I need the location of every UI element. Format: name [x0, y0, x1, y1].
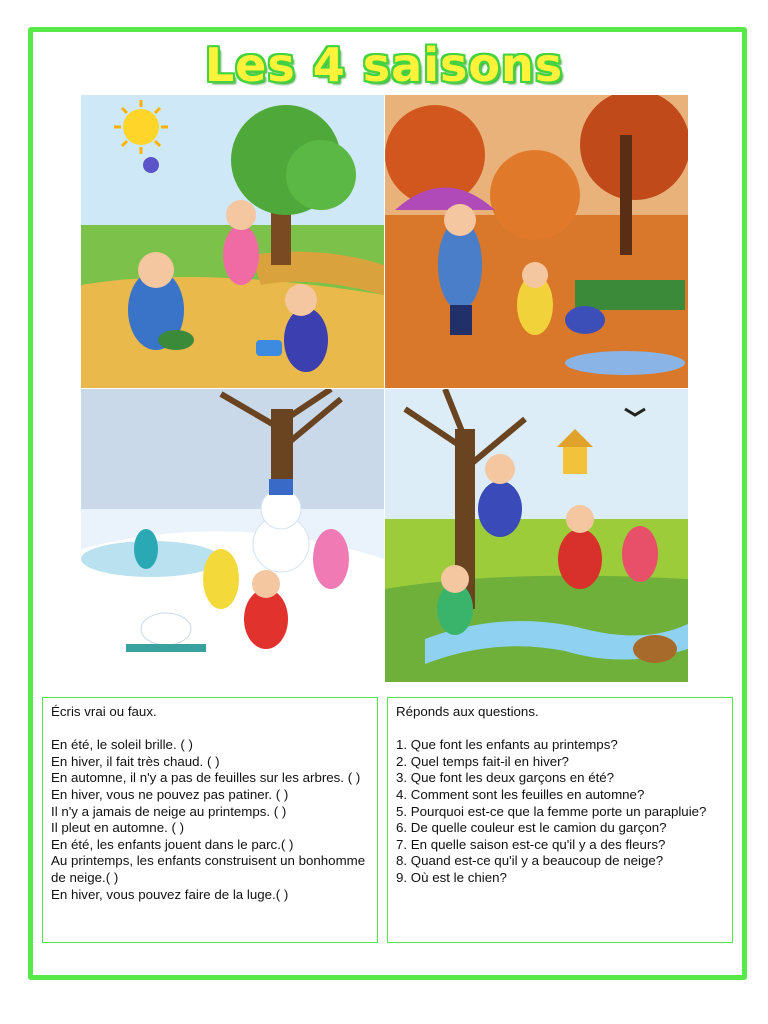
statement: En hiver, il fait très chaud. ( ) [51, 753, 220, 769]
question: 4. Comment sont les feuilles en automne? [396, 786, 645, 802]
winter-illustration [81, 389, 384, 682]
question: 8. Quand est-ce qu'il y a beaucoup de neige? [396, 853, 664, 869]
question: 2. Quel temps fait-il en hiver? [396, 753, 569, 769]
statement: En hiver, vous pouvez faire de la luge.( ) [51, 886, 289, 902]
question: 1. Que font les enfants au printemps? [396, 737, 618, 753]
true-false-exercise [42, 697, 378, 943]
question: 3. Que font les deux garçons en été? [396, 770, 615, 786]
question: 5. Pourquoi est-ce que la femme porte un parapluie? [396, 803, 707, 819]
autumn-illustration [385, 95, 688, 388]
spring-illustration [385, 389, 688, 682]
questions-heading: Réponds aux questions. [396, 704, 539, 719]
question: 7. En quelle saison est-ce qu'il y a des fleurs? [396, 836, 666, 852]
statement: Au printemps, les enfants construisent un bonhomme de neige.( ) [51, 853, 366, 885]
question: 9. Où est le chien? [396, 869, 507, 885]
statement: Il n'y a jamais de neige au printemps. ( ) [51, 803, 287, 819]
question: 6. De quelle couleur est le camion du garçon? [396, 820, 667, 836]
questions-exercise [387, 697, 733, 943]
page-title: Les 4 saisons [204, 38, 564, 92]
true-false-heading: Écris vrai ou faux. [51, 704, 157, 719]
statement: En hiver, vous ne pouvez pas patiner. ( ) [51, 786, 289, 802]
statement: En été, les enfants jouent dans le parc.( ) [51, 836, 294, 852]
statement: En automne, il n'y a pas de feuilles sur les arbres. ( ) [51, 770, 361, 786]
summer-illustration [81, 95, 384, 388]
statement: En été, le soleil brille. ( ) [51, 737, 193, 753]
statement: Il pleut en automne. ( ) [51, 820, 185, 836]
